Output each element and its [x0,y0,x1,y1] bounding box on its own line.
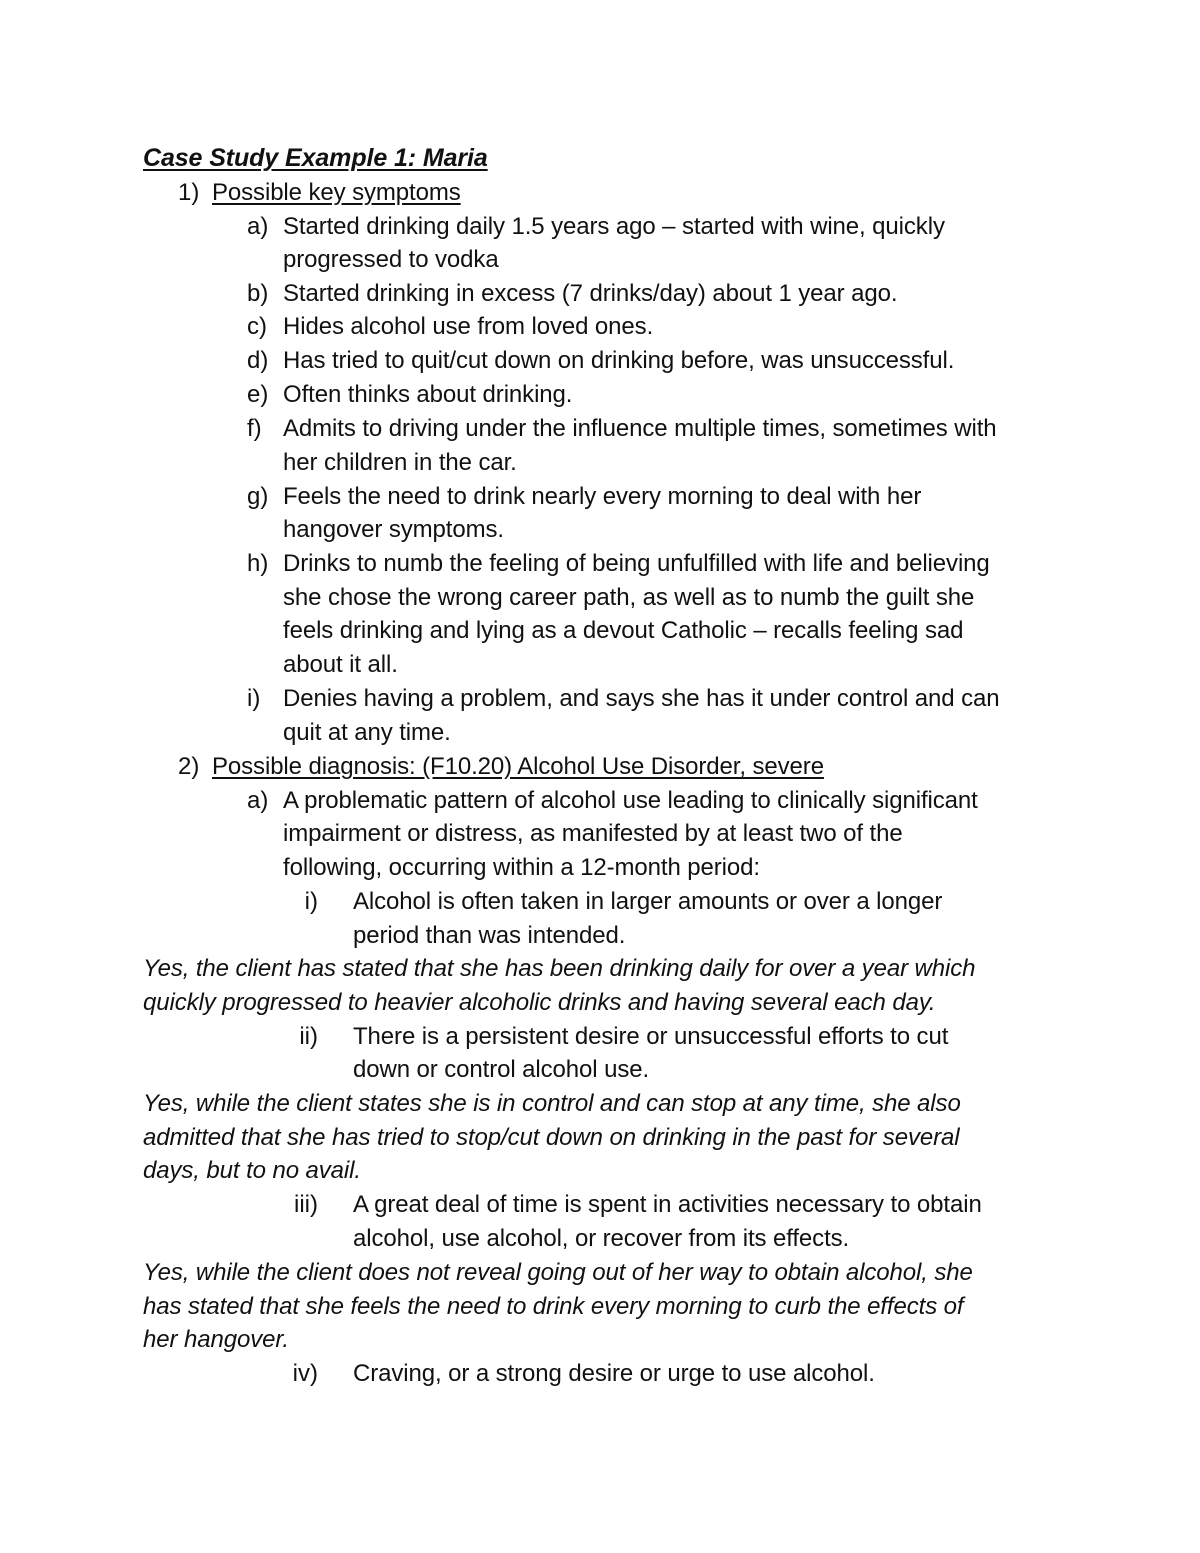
section-2-heading: Possible diagnosis: (F10.20) Alcohol Use Disorder, severe [212,753,824,780]
item-a-line-2: progressed to vodka [283,246,499,273]
item-c-line-1: Hides alcohol use from loved ones. [283,313,654,340]
section-2-marker: 2) [178,753,200,780]
section-1-marker: 1) [178,179,200,206]
criterion-ii-line-2: down or control alcohol use. [353,1056,650,1083]
criterion-iii-marker: iii) [294,1191,318,1218]
item-d-line-1: Has tried to quit/cut down on drinking before, was unsuccessful. [283,347,955,374]
item-h-line-1: Drinks to numb the feeling of being unfulfilled with life and believing [283,550,990,577]
item-f-marker: f) [247,415,262,442]
item-f-line-1: Admits to driving under the influence multiple times, sometimes with [283,415,997,442]
item-h-marker: h) [247,550,269,577]
item-2a-line-2: impairment or distress, as manifested by at least two of the [283,820,903,847]
criterion-ii-answer-line-2: admitted that she has tried to stop/cut down on drinking in the past for several [143,1124,960,1151]
item-h-line-3: feels drinking and lying as a devout Catholic – recalls feeling sad [283,617,964,644]
item-i-line-2: quit at any time. [283,719,451,746]
criterion-iii-line-1: A great deal of time is spent in activities necessary to obtain [353,1191,982,1218]
item-g-line-1: Feels the need to drink nearly every morning to deal with her [283,483,922,510]
criterion-iii-answer-line-2: has stated that she feels the need to drink every morning to curb the effects of [143,1293,964,1320]
criterion-iii-answer-line-1: Yes, while the client does not reveal going out of her way to obtain alcohol, she [143,1259,973,1286]
item-a-line-1: Started drinking daily 1.5 years ago – started with wine, quickly [283,213,945,240]
item-e-marker: e) [247,381,269,408]
item-2a-line-1: A problematic pattern of alcohol use leading to clinically significant [283,787,978,814]
criterion-ii-answer-line-1: Yes, while the client states she is in control and can stop at any time, she also [143,1090,961,1117]
item-g-line-2: hangover symptoms. [283,516,504,543]
criterion-ii-marker: ii) [299,1023,318,1050]
item-2a-marker: a) [247,787,269,814]
criterion-i-marker: i) [304,888,318,915]
criterion-i-line-1: Alcohol is often taken in larger amounts or over a longer [353,888,943,915]
item-a-marker: a) [247,213,269,240]
item-c-marker: c) [247,313,267,340]
criterion-iv-marker: iv) [292,1360,318,1387]
criterion-iii-line-2: alcohol, use alcohol, or recover from its effects. [353,1225,850,1252]
item-2a-line-3: following, occurring within a 12-month period: [283,854,760,881]
item-d-marker: d) [247,347,269,374]
criterion-i-answer-line-1: Yes, the client has stated that she has been drinking daily for over a year which [143,955,976,982]
item-e-line-1: Often thinks about drinking. [283,381,573,408]
section-1-heading: Possible key symptoms [212,179,461,206]
item-b-line-1: Started drinking in excess (7 drinks/day) about 1 year ago. [283,280,898,307]
item-b-marker: b) [247,280,269,307]
criterion-ii-line-1: There is a persistent desire or unsuccessful efforts to cut [353,1023,949,1050]
item-h-line-2: she chose the wrong career path, as well as to numb the guilt she [283,584,975,611]
criterion-i-answer-line-2: quickly progressed to heavier alcoholic drinks and having several each day. [143,989,936,1016]
item-i-marker: i) [247,685,261,712]
criterion-iv-line-1: Craving, or a strong desire or urge to use alcohol. [353,1360,875,1387]
criterion-i-line-2: period than was intended. [353,922,626,949]
criterion-ii-answer-line-3: days, but to no avail. [143,1157,361,1184]
criterion-iii-answer-line-3: her hangover. [143,1326,289,1353]
item-f-line-2: her children in the car. [283,449,517,476]
page-title: Case Study Example 1: Maria [143,144,488,172]
item-h-line-4: about it all. [283,651,398,678]
item-i-line-1: Denies having a problem, and says she has it under control and can [283,685,1000,712]
item-g-marker: g) [247,483,269,510]
